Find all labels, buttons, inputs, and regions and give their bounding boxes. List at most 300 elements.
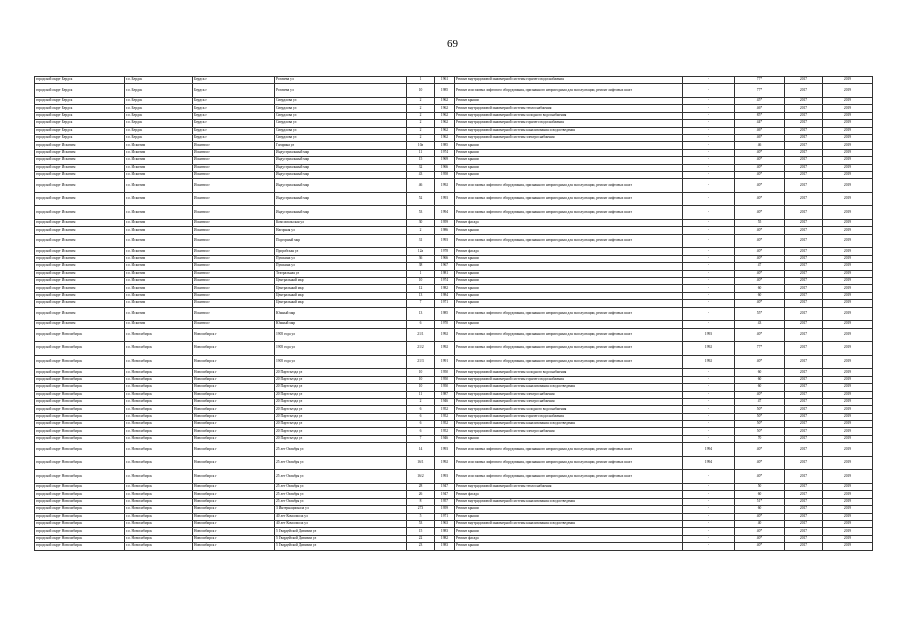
previous-repair-year-cell: 1992 <box>683 342 735 356</box>
street-cell: Рогачева ул <box>275 77 407 84</box>
district-cell: городской округ Искитим <box>35 171 125 178</box>
start-year-cell: 2017 <box>785 127 823 134</box>
year-cell: 1966 <box>435 164 455 171</box>
wear-percent-cell: 43 <box>735 321 785 328</box>
previous-repair-year-cell: - <box>683 227 735 234</box>
wear-percent-cell: 51* <box>735 498 785 505</box>
year-cell: 1983 <box>435 543 455 550</box>
previous-repair-year-cell: - <box>683 506 735 513</box>
street-cell: 20 Партсъезда ул <box>275 406 407 413</box>
house-cell: 13 <box>407 292 435 299</box>
work-type-cell: Ремонт внутридомовой инженерной системы горячего водоснабжения <box>455 413 683 420</box>
district-cell: городской округ Новосибирск <box>35 406 125 413</box>
start-year-cell: 2017 <box>785 278 823 285</box>
start-year-cell: 2017 <box>785 506 823 513</box>
district-cell: городской округ Бердск <box>35 120 125 127</box>
previous-repair-year-cell: - <box>683 384 735 391</box>
table-row <box>35 179 873 193</box>
wear-percent-cell: 60 <box>735 506 785 513</box>
work-type-cell: Ремонт или замена лифтового оборудования, признанного непригодным для эксплуатации, ремонт лифтовых шахт <box>455 206 683 220</box>
house-cell: 1 <box>407 77 435 84</box>
wear-percent-cell: 40* <box>735 456 785 470</box>
city-cell: Бердск г <box>193 112 275 119</box>
work-type-cell: Ремонт внутридомовой инженерной системы канализования и водоотведения <box>455 421 683 428</box>
start-year-cell: 2017 <box>785 543 823 550</box>
city-cell: Искитим г <box>193 255 275 262</box>
wear-percent-cell: 77* <box>735 342 785 356</box>
end-year-cell: 2019 <box>823 443 873 457</box>
work-type-cell: Ремонт крыши <box>455 255 683 262</box>
municipality-cell: г.о. Новосибирск <box>125 428 193 435</box>
year-cell: 1971 <box>435 513 455 520</box>
end-year-cell: 2019 <box>823 406 873 413</box>
previous-repair-year-cell: - <box>683 307 735 321</box>
year-cell: 1971 <box>435 300 455 307</box>
year-cell: 1993 <box>435 443 455 457</box>
street-cell: Свердлова ул <box>275 120 407 127</box>
work-type-cell: Ремонт или замена лифтового оборудования, признанного непригодным для эксплуатации, ремонт лифтовых шахт <box>455 179 683 193</box>
street-cell: 20 Партсъезда ул <box>275 384 407 391</box>
wear-percent-cell: 40* <box>735 248 785 255</box>
previous-repair-year-cell: - <box>683 192 735 206</box>
table-row <box>35 355 873 369</box>
municipality-cell: г.о. Новосибирск <box>125 421 193 428</box>
start-year-cell: 2017 <box>785 355 823 369</box>
end-year-cell: 2019 <box>823 206 873 220</box>
street-cell: Индустриальный мкр <box>275 157 407 164</box>
table-row <box>35 270 873 277</box>
house-cell: 2 <box>407 134 435 141</box>
street-cell: Индустриальный мкр <box>275 171 407 178</box>
municipality-cell: г.о. Искитим <box>125 270 193 277</box>
city-cell: Новосибирск г <box>193 470 275 484</box>
wear-percent-cell: 50* <box>735 413 785 420</box>
previous-repair-year-cell: 1993 <box>683 328 735 342</box>
wear-percent-cell: 46* <box>735 105 785 112</box>
end-year-cell: 2019 <box>823 513 873 520</box>
house-cell: 38 <box>407 263 435 270</box>
table-row <box>35 535 873 542</box>
district-cell: городской округ Новосибирск <box>35 513 125 520</box>
street-cell: Свердлова ул <box>275 112 407 119</box>
table-row <box>35 443 873 457</box>
work-type-cell: Ремонт внутридомовой инженерной системы теплоснабжения <box>455 105 683 112</box>
city-cell: Искитим г <box>193 307 275 321</box>
wear-percent-cell: 60 <box>735 384 785 391</box>
street-cell: Южный мкр <box>275 321 407 328</box>
end-year-cell: 2019 <box>823 321 873 328</box>
table-row <box>35 428 873 435</box>
wear-percent-cell: 60 <box>735 369 785 376</box>
street-cell: Нагорная ул <box>275 227 407 234</box>
house-cell: 21/1 <box>407 328 435 342</box>
district-cell: городской округ Бердск <box>35 112 125 119</box>
previous-repair-year-cell: - <box>683 171 735 178</box>
city-cell: Новосибирск г <box>193 384 275 391</box>
house-cell: 273 <box>407 506 435 513</box>
start-year-cell: 2017 <box>785 376 823 383</box>
wear-percent-cell: 40* <box>735 328 785 342</box>
house-cell: 6 <box>407 421 435 428</box>
previous-repair-year-cell: - <box>683 321 735 328</box>
table-row <box>35 105 873 112</box>
district-cell: городской округ Искитим <box>35 278 125 285</box>
municipality-cell: г.о. Новосибирск <box>125 391 193 398</box>
work-type-cell: Ремонт или замена лифтового оборудования, признанного непригодным для эксплуатации, ремонт лифтовых шахт <box>455 470 683 484</box>
district-cell: городской округ Бердск <box>35 84 125 98</box>
district-cell: городской округ Искитим <box>35 234 125 248</box>
previous-repair-year-cell: - <box>683 428 735 435</box>
municipality-cell: г.о. Новосибирск <box>125 376 193 383</box>
house-cell: 46 <box>407 179 435 193</box>
table-row <box>35 77 873 84</box>
table-row <box>35 398 873 405</box>
end-year-cell: 2019 <box>823 179 873 193</box>
end-year-cell: 2019 <box>823 470 873 484</box>
start-year-cell: 2017 <box>785 391 823 398</box>
end-year-cell: 2019 <box>823 355 873 369</box>
district-cell: городской округ Новосибирск <box>35 535 125 542</box>
previous-repair-year-cell: - <box>683 406 735 413</box>
work-type-cell: Ремонт крыши <box>455 543 683 550</box>
street-cell: 20 Партсъезда ул <box>275 413 407 420</box>
municipality-cell: г.о. Новосибирск <box>125 435 193 442</box>
year-cell: 1985 <box>435 84 455 98</box>
street-cell: Индустриальный мкр <box>275 149 407 156</box>
municipality-cell: г.о. Бердск <box>125 120 193 127</box>
house-cell: 43 <box>407 171 435 178</box>
wear-percent-cell: 60 <box>735 376 785 383</box>
house-cell: 7 <box>407 300 435 307</box>
municipality-cell: г.о. Новосибирск <box>125 413 193 420</box>
start-year-cell: 2017 <box>785 428 823 435</box>
start-year-cell: 2017 <box>785 134 823 141</box>
municipality-cell: г.о. Новосибирск <box>125 328 193 342</box>
end-year-cell: 2019 <box>823 435 873 442</box>
year-cell: 1986 <box>435 227 455 234</box>
city-cell: Искитим г <box>193 206 275 220</box>
work-type-cell: Ремонт крыши <box>455 270 683 277</box>
work-type-cell: Ремонт внутридомовой инженерной системы холодного водоснабжения <box>455 112 683 119</box>
municipality-cell: г.о. Новосибирск <box>125 535 193 542</box>
district-cell: городской округ Новосибирск <box>35 428 125 435</box>
start-year-cell: 2017 <box>785 384 823 391</box>
street-cell: 25 лет Октября ул <box>275 498 407 505</box>
previous-repair-year-cell: - <box>683 206 735 220</box>
previous-repair-year-cell: - <box>683 470 735 484</box>
street-cell: 20 Партсъезда ул <box>275 369 407 376</box>
start-year-cell: 2017 <box>785 84 823 98</box>
capital-repair-table <box>34 76 873 551</box>
previous-repair-year-cell: - <box>683 234 735 248</box>
end-year-cell: 2019 <box>823 227 873 234</box>
municipality-cell: г.о. Искитим <box>125 263 193 270</box>
table-row <box>35 278 873 285</box>
city-cell: Новосибирск г <box>193 484 275 491</box>
city-cell: Новосибирск г <box>193 421 275 428</box>
wear-percent-cell: 40* <box>735 443 785 457</box>
start-year-cell: 2017 <box>785 192 823 206</box>
house-cell: 32 <box>407 164 435 171</box>
city-cell: Новосибирск г <box>193 456 275 470</box>
district-cell: городской округ Искитим <box>35 285 125 292</box>
city-cell: Новосибирск г <box>193 376 275 383</box>
street-cell: 20 Партсъезда ул <box>275 391 407 398</box>
district-cell: городской округ Искитим <box>35 307 125 321</box>
municipality-cell: г.о. Искитим <box>125 142 193 149</box>
table-row <box>35 171 873 178</box>
end-year-cell: 2019 <box>823 105 873 112</box>
district-cell: городской округ Искитим <box>35 192 125 206</box>
start-year-cell: 2017 <box>785 328 823 342</box>
municipality-cell: г.о. Искитим <box>125 307 193 321</box>
table-row <box>35 321 873 328</box>
district-cell: городской округ Новосибирск <box>35 506 125 513</box>
city-cell: Искитим г <box>193 171 275 178</box>
year-cell: 1993 <box>435 234 455 248</box>
table-row <box>35 543 873 550</box>
street-cell: Театральная ул <box>275 270 407 277</box>
end-year-cell: 2019 <box>823 491 873 498</box>
municipality-cell: г.о. Бердск <box>125 77 193 84</box>
end-year-cell: 2019 <box>823 270 873 277</box>
house-cell: 14 <box>407 443 435 457</box>
city-cell: Искитим г <box>193 278 275 285</box>
house-cell: 10а <box>407 142 435 149</box>
year-cell: 1959 <box>435 220 455 227</box>
district-cell: городской округ Бердск <box>35 77 125 84</box>
start-year-cell: 2017 <box>785 234 823 248</box>
house-cell: 23 <box>407 543 435 550</box>
street-cell: Свердлова ул <box>275 97 407 104</box>
year-cell: 1978 <box>435 248 455 255</box>
city-cell: Искитим г <box>193 142 275 149</box>
previous-repair-year-cell: - <box>683 376 735 383</box>
municipality-cell: г.о. Новосибирск <box>125 520 193 527</box>
wear-percent-cell: 77* <box>735 77 785 84</box>
municipality-cell: г.о. Искитим <box>125 292 193 299</box>
table-row <box>35 421 873 428</box>
table-row <box>35 342 873 356</box>
house-cell: 10 <box>407 278 435 285</box>
city-cell: Искитим г <box>193 157 275 164</box>
work-type-cell: Ремонт крыши <box>455 227 683 234</box>
start-year-cell: 2017 <box>785 227 823 234</box>
table-row <box>35 384 873 391</box>
municipality-cell: г.о. Искитим <box>125 192 193 206</box>
house-cell: 2 <box>407 227 435 234</box>
municipality-cell: г.о. Искитим <box>125 206 193 220</box>
wear-percent-cell: 40* <box>735 157 785 164</box>
city-cell: Новосибирск г <box>193 328 275 342</box>
table-row <box>35 127 873 134</box>
municipality-cell: г.о. Искитим <box>125 321 193 328</box>
work-type-cell: Ремонт фасада <box>455 491 683 498</box>
table-row <box>35 300 873 307</box>
start-year-cell: 2017 <box>785 456 823 470</box>
house-cell: 13 <box>407 307 435 321</box>
city-cell: Искитим г <box>193 248 275 255</box>
municipality-cell: г.о. Новосибирск <box>125 443 193 457</box>
district-cell: городской округ Новосибирск <box>35 328 125 342</box>
municipality-cell: г.о. Новосибирск <box>125 470 193 484</box>
street-cell: Гагарина ул <box>275 142 407 149</box>
work-type-cell: Ремонт крыши <box>455 321 683 328</box>
district-cell: городской округ Искитим <box>35 292 125 299</box>
year-cell: 1952 <box>435 421 455 428</box>
street-cell: 20 Партсъезда ул <box>275 421 407 428</box>
work-type-cell: Ремонт или замена лифтового оборудования, признанного непригодным для эксплуатации, ремонт лифтовых шахт <box>455 342 683 356</box>
start-year-cell: 2017 <box>785 498 823 505</box>
end-year-cell: 2019 <box>823 376 873 383</box>
municipality-cell: г.о. Новосибирск <box>125 384 193 391</box>
table-row <box>35 435 873 442</box>
work-type-cell: Ремонт внутридомовой инженерной системы холодного водоснабжения <box>455 406 683 413</box>
table-row <box>35 413 873 420</box>
previous-repair-year-cell: - <box>683 398 735 405</box>
municipality-cell: г.о. Новосибирск <box>125 513 193 520</box>
table-row <box>35 112 873 119</box>
work-type-cell: Ремонт или замена лифтового оборудования, признанного непригодным для эксплуатации, ремонт лифтовых шахт <box>455 443 683 457</box>
municipality-cell: г.о. Новосибирск <box>125 498 193 505</box>
house-cell: 2 <box>407 112 435 119</box>
year-cell: 1959 <box>435 506 455 513</box>
municipality-cell: г.о. Искитим <box>125 171 193 178</box>
house-cell: 6 <box>407 413 435 420</box>
street-cell: 25 лет Октября ул <box>275 484 407 491</box>
start-year-cell: 2017 <box>785 105 823 112</box>
start-year-cell: 2017 <box>785 520 823 527</box>
start-year-cell: 2017 <box>785 285 823 292</box>
street-cell: Свердлова ул <box>275 134 407 141</box>
year-cell: 1966 <box>435 255 455 262</box>
street-cell: Индустриальный мкр <box>275 206 407 220</box>
municipality-cell: г.о. Новосибирск <box>125 528 193 535</box>
street-cell: Центральный мкр <box>275 292 407 299</box>
house-cell: 15 <box>407 528 435 535</box>
wear-percent-cell: 60 <box>735 491 785 498</box>
house-cell: 5 <box>407 513 435 520</box>
previous-repair-year-cell: - <box>683 270 735 277</box>
end-year-cell: 2019 <box>823 292 873 299</box>
municipality-cell: г.о. Бердск <box>125 105 193 112</box>
city-cell: Новосибирск г <box>193 369 275 376</box>
wear-percent-cell: 47 <box>735 263 785 270</box>
table-row <box>35 142 873 149</box>
previous-repair-year-cell: - <box>683 179 735 193</box>
district-cell: городской округ Бердск <box>35 105 125 112</box>
table-row <box>35 285 873 292</box>
end-year-cell: 2019 <box>823 342 873 356</box>
work-type-cell: Ремонт внутридомовой инженерной системы холодного водоснабжения <box>455 369 683 376</box>
previous-repair-year-cell: - <box>683 513 735 520</box>
work-type-cell: Ремонт крыши <box>455 278 683 285</box>
year-cell: 1985 <box>435 142 455 149</box>
previous-repair-year-cell: - <box>683 263 735 270</box>
previous-repair-year-cell: - <box>683 285 735 292</box>
house-cell: 10 <box>407 84 435 98</box>
table-row <box>35 157 873 164</box>
district-cell: городской округ Новосибирск <box>35 443 125 457</box>
municipality-cell: г.о. Искитим <box>125 278 193 285</box>
street-cell: Индустриальный мкр <box>275 192 407 206</box>
wear-percent-cell: 40* <box>735 513 785 520</box>
street-cell: 20 Партсъезда ул <box>275 428 407 435</box>
work-type-cell: Ремонт крыши <box>455 513 683 520</box>
table-row <box>35 369 873 376</box>
street-cell: 1905 года ул <box>275 342 407 356</box>
table-row <box>35 206 873 220</box>
wear-percent-cell: 46 <box>735 142 785 149</box>
end-year-cell: 2019 <box>823 369 873 376</box>
city-cell: Бердск г <box>193 97 275 104</box>
district-cell: городской округ Новосибирск <box>35 491 125 498</box>
start-year-cell: 2017 <box>785 164 823 171</box>
district-cell: городской округ Искитим <box>35 227 125 234</box>
municipality-cell: г.о. Новосибирск <box>125 406 193 413</box>
city-cell: Искитим г <box>193 292 275 299</box>
wear-percent-cell: 50* <box>735 421 785 428</box>
wear-percent-cell: 40* <box>735 227 785 234</box>
year-cell: 1984 <box>435 292 455 299</box>
district-cell: городской округ Искитим <box>35 220 125 227</box>
district-cell: городской округ Искитим <box>35 263 125 270</box>
previous-repair-year-cell: - <box>683 84 735 98</box>
work-type-cell: Ремонт или замена лифтового оборудования, признанного непригодным для эксплуатации, ремонт лифтовых шахт <box>455 84 683 98</box>
year-cell: 1962 <box>435 127 455 134</box>
year-cell: 1987 <box>435 391 455 398</box>
city-cell: Бердск г <box>193 77 275 84</box>
city-cell: Новосибирск г <box>193 520 275 527</box>
wear-percent-cell: 55* <box>735 307 785 321</box>
work-type-cell: Ремонт крыши <box>455 528 683 535</box>
house-cell: 21/2 <box>407 342 435 356</box>
end-year-cell: 2019 <box>823 506 873 513</box>
street-cell: 25 лет Октября ул <box>275 470 407 484</box>
city-cell: Новосибирск г <box>193 413 275 420</box>
work-type-cell: Ремонт или замена лифтового оборудования, признанного непригодным для эксплуатации, ремонт лифтовых шахт <box>455 192 683 206</box>
work-type-cell: Ремонт или замена лифтового оборудования, признанного непригодным для эксплуатации, ремонт лифтовых шахт <box>455 328 683 342</box>
house-cell: 6 <box>407 428 435 435</box>
house-cell: 7 <box>407 435 435 442</box>
wear-percent-cell: 40* <box>735 149 785 156</box>
year-cell: 1958 <box>435 171 455 178</box>
work-type-cell: Ремонт внутридомовой инженерной системы электроснабжения <box>455 398 683 405</box>
street-cell: 5 Гвардейской Дивизии ул <box>275 535 407 542</box>
year-cell: 1983 <box>435 528 455 535</box>
street-cell: 40 лет Комсомола ул <box>275 513 407 520</box>
year-cell: 1950 <box>435 369 455 376</box>
table-row <box>35 220 873 227</box>
city-cell: Искитим г <box>193 263 275 270</box>
previous-repair-year-cell: - <box>683 77 735 84</box>
municipality-cell: г.о. Искитим <box>125 234 193 248</box>
street-cell: Свердлова ул <box>275 127 407 134</box>
street-cell: Центральный мкр <box>275 285 407 292</box>
table-row <box>35 328 873 342</box>
work-type-cell: Ремонт фасада <box>455 535 683 542</box>
street-cell: 5 Гвардейской Дивизии ул <box>275 528 407 535</box>
work-type-cell: Ремонт фасада <box>455 248 683 255</box>
end-year-cell: 2019 <box>823 307 873 321</box>
end-year-cell: 2019 <box>823 127 873 134</box>
wear-percent-cell: 85* <box>735 112 785 119</box>
year-cell: 1993 <box>435 192 455 206</box>
house-cell: 12а <box>407 248 435 255</box>
end-year-cell: 2019 <box>823 543 873 550</box>
end-year-cell: 2019 <box>823 134 873 141</box>
street-cell: 5 Гвардейской Дивизии ул <box>275 543 407 550</box>
